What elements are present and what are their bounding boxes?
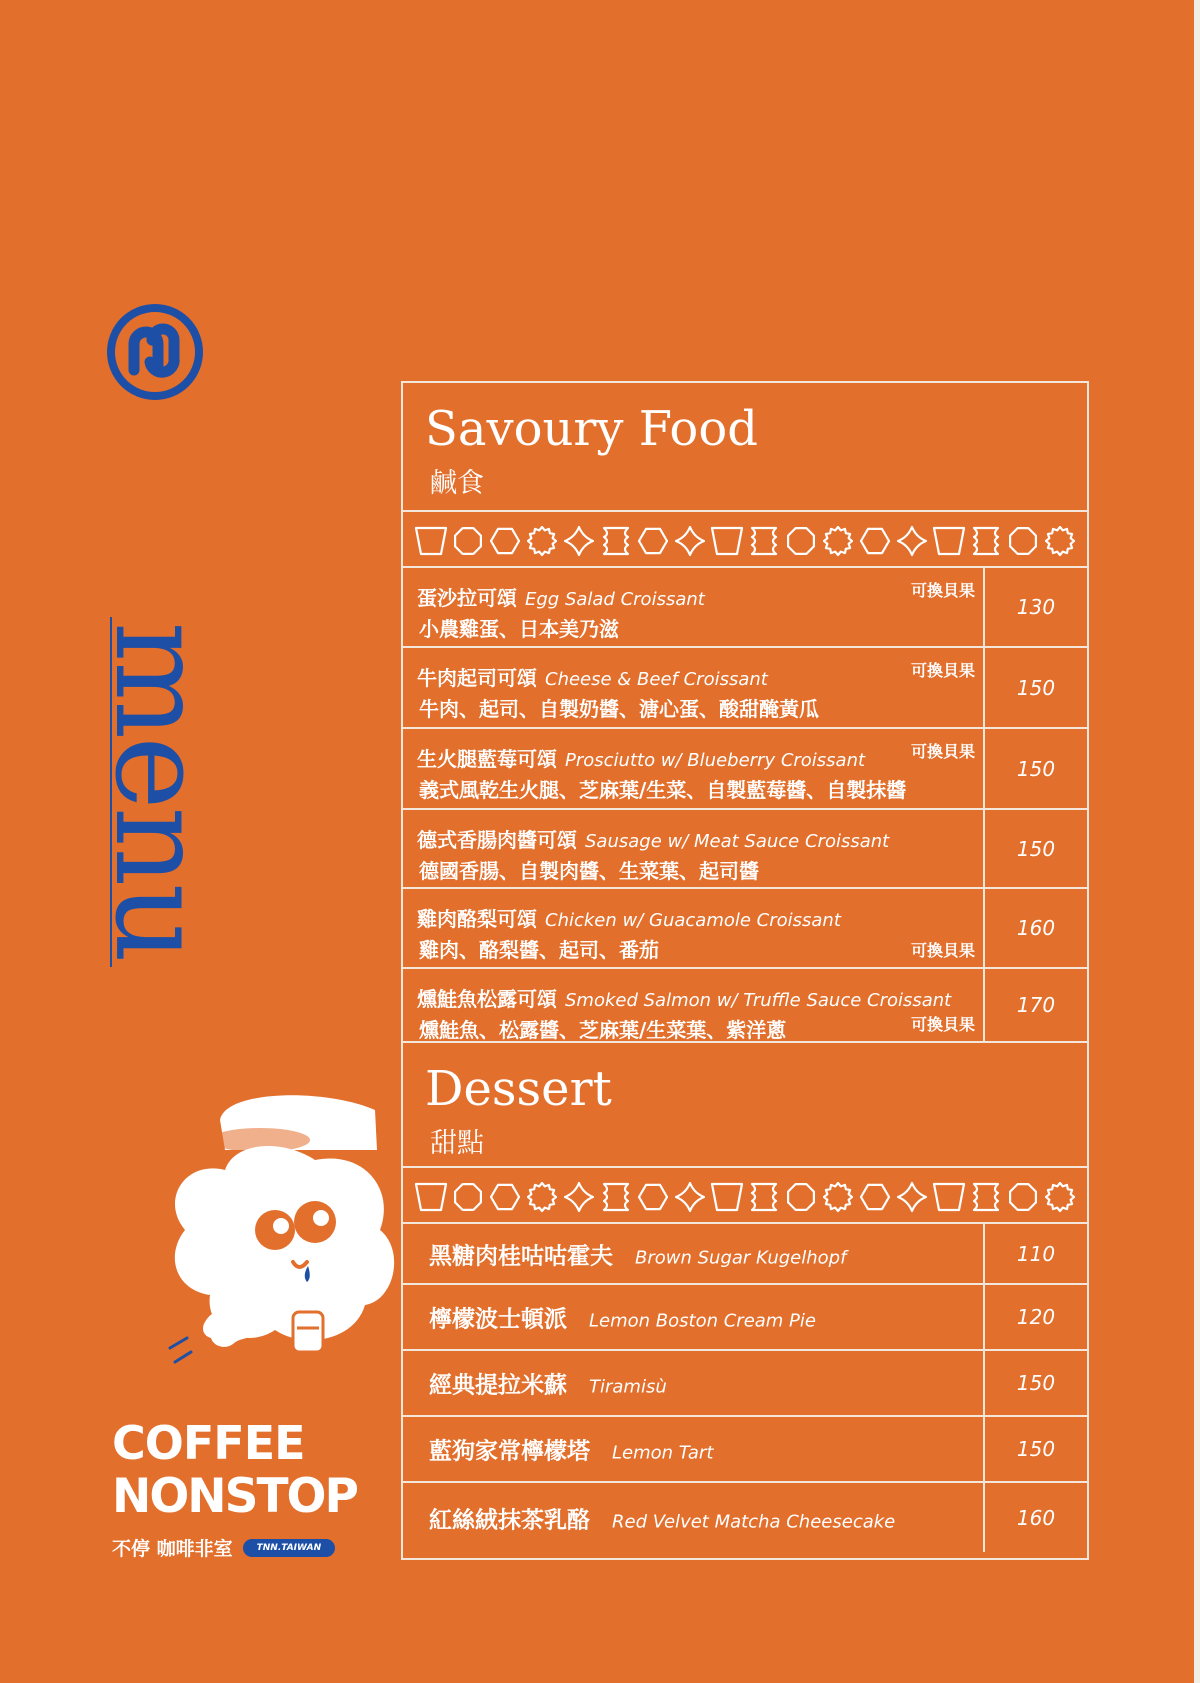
item-name-en: Lemon Tart: [612, 1442, 714, 1464]
menu-item-row: [403, 969, 1087, 1043]
item-name-line: [429, 1367, 667, 1400]
item-price: 160: [983, 1483, 1087, 1552]
monogram-logo-icon: [106, 300, 204, 404]
item-name-en: Cheese & Beef Croissant: [545, 669, 768, 690]
item-name-en: Smoked Salmon w/ Truffle Sauce Croissant: [565, 990, 952, 1011]
item-bagel-note: 可換貝果: [910, 661, 975, 680]
dessert-subtitle: 甜點: [430, 1128, 484, 1159]
item-name-en: Sausage w/ Meat Sauce Croissant: [585, 831, 890, 852]
item-name-zh: 蛋沙拉可頌: [417, 586, 517, 610]
item-bagel-note: 可換貝果: [910, 742, 975, 761]
item-name-en: Chicken w/ Guacamole Croissant: [545, 910, 841, 931]
item-price: 150: [983, 729, 1087, 808]
dessert-title: Dessert: [425, 1061, 612, 1117]
shape-pattern-icon: [411, 524, 1083, 558]
item-name-zh: 黑糖肉桂咕咕霍夫: [429, 1243, 613, 1269]
menu-item-row: [403, 568, 1087, 648]
item-name-line: [417, 662, 768, 691]
brand-line-coffee: COFFEE: [112, 1416, 305, 1470]
dessert-item-row: [403, 1285, 1087, 1351]
shape-pattern-row: [403, 512, 1087, 568]
dessert-list: [403, 1224, 1087, 1552]
savoury-title: Savoury Food: [425, 401, 758, 457]
menu-word: menu: [87, 621, 231, 961]
item-name-line: [429, 1433, 713, 1466]
menu-item-row: [403, 648, 1087, 729]
menu-item-row: [403, 729, 1087, 810]
menu-vertical-title: [87, 615, 231, 967]
mascot-illustration-icon: [165, 1090, 405, 1370]
item-name-en: Brown Sugar Kugelhopf: [635, 1247, 847, 1268]
item-name-line: [417, 743, 865, 772]
item-price: 120: [983, 1285, 1087, 1349]
brand-sub-text: 不停 咖啡非室: [112, 1538, 233, 1560]
shape-pattern-row: [403, 1168, 1087, 1224]
item-name-en: Tiramisù: [589, 1376, 667, 1398]
dessert-header: [403, 1043, 1087, 1168]
dessert-item-row: [403, 1483, 1087, 1552]
menu-item-row: [403, 889, 1087, 969]
item-price: 130: [983, 568, 1087, 646]
item-name-zh: 紅絲絨抹茶乳酪: [429, 1507, 590, 1533]
item-name-zh: 牛肉起司可頌: [417, 666, 537, 690]
item-bagel-note: 可換貝果: [910, 941, 975, 960]
savoury-header: [403, 383, 1087, 512]
item-price: 150: [983, 1351, 1087, 1415]
item-name-line: [417, 582, 705, 611]
item-name-line: [429, 1237, 846, 1270]
item-name-zh: 燻鮭魚松露可頌: [417, 987, 557, 1011]
dessert-item-row: [403, 1351, 1087, 1417]
shape-pattern-icon: [411, 1180, 1083, 1214]
item-name-line: [429, 1301, 816, 1334]
item-name-line: [417, 903, 841, 932]
page-edge: [1194, 0, 1200, 1683]
item-name-en: Egg Salad Croissant: [525, 589, 705, 610]
item-name-zh: 經典提拉米蘇: [429, 1372, 567, 1399]
item-price: 160: [983, 889, 1087, 967]
item-description: 牛肉、起司、自製奶醬、溏心蛋、酸甜醃黃瓜: [419, 697, 819, 721]
item-price: 150: [983, 648, 1087, 727]
item-name-zh: 德式香腸肉醬可頌: [417, 828, 577, 852]
item-name-line: [417, 983, 951, 1012]
item-bagel-note: 可換貝果: [910, 1015, 975, 1034]
brand-block: [112, 1418, 382, 1561]
item-price: 150: [983, 810, 1087, 887]
item-name-zh: 生火腿藍莓可頌: [417, 747, 557, 771]
savoury-list: [403, 568, 1087, 1043]
savoury-subtitle: 鹹食: [430, 468, 484, 499]
dessert-item-row: [403, 1224, 1087, 1285]
item-description: 雞肉、酪梨醬、起司、番茄: [419, 938, 659, 962]
item-name-line: [417, 824, 889, 853]
brand-badge: TNN.TAIWAN: [243, 1539, 335, 1557]
item-name-zh: 雞肉酪梨可頌: [417, 907, 537, 931]
item-price: 110: [983, 1224, 1087, 1283]
item-description: 德國香腸、自製肉醬、生菜葉、起司醬: [419, 859, 759, 883]
item-name-zh: 藍狗家常檸檬塔: [429, 1438, 590, 1465]
item-price: 150: [983, 1417, 1087, 1481]
item-description: 小農雞蛋、日本美乃滋: [419, 617, 619, 641]
item-name-en: Lemon Boston Cream Pie: [589, 1310, 816, 1332]
item-name-zh: 檸檬波士頓派: [429, 1306, 567, 1333]
dessert-item-row: [403, 1417, 1087, 1483]
item-name-en: Prosciutto w/ Blueberry Croissant: [565, 750, 866, 771]
item-description: 燻鮭魚、松露醬、芝麻葉/生菜葉、紫洋蔥: [419, 1018, 787, 1042]
menu-item-row: [403, 810, 1087, 889]
menu-board: [401, 381, 1089, 1560]
item-name-line: [429, 1501, 895, 1534]
item-name-en: Red Velvet Matcha Cheesecake: [612, 1511, 896, 1532]
item-description: 義式風乾生火腿、芝麻葉/生菜、自製藍莓醬、自製抹醬: [419, 778, 907, 802]
item-bagel-note: 可換貝果: [910, 581, 975, 600]
item-price: 170: [983, 969, 1087, 1041]
brand-sub: [112, 1534, 382, 1561]
brand-line-nonstop: NONSTOP: [112, 1469, 357, 1524]
